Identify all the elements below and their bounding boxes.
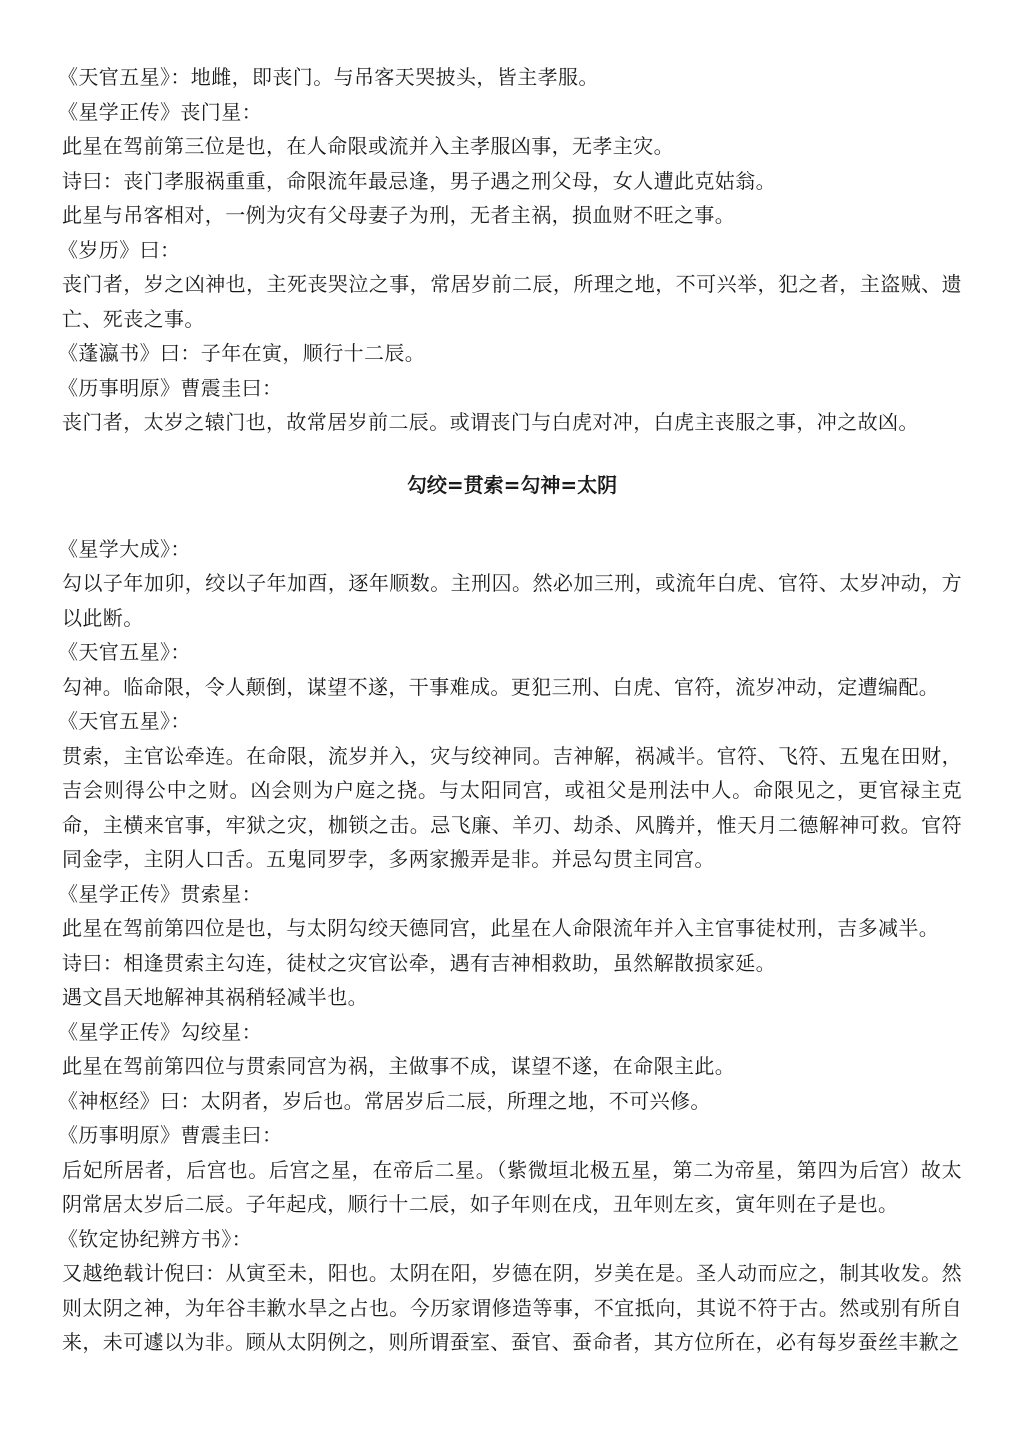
- paragraph: 《星学大成》：: [58, 536, 191, 561]
- paragraph: 丧门者，太岁之辕门也，故常居岁前二辰。或谓丧门与白虎对冲，白虎主丧服之事，冲之故凶。: [62, 410, 919, 434]
- paragraph: 《神枢经》曰：太阴者，岁后也。常居岁后二辰，所理之地，不可兴修。: [58, 1088, 711, 1113]
- paragraph: 丧门者，岁之凶神也，主死丧哭泣之事，常居岁前二辰，所理之地，不可兴举，犯之者，主盗贼、遗亡、死丧之事。: [62, 272, 962, 331]
- paragraph: 诗曰：相逢贯索主勾连，徒杖之灾官讼牵，遇有吉神相救助，虽然解散损家延。: [62, 950, 776, 975]
- paragraph: 遇文昌天地解神其祸稍轻减半也。: [62, 985, 368, 1009]
- section-goujiao: [58, 532, 962, 1360]
- paragraph: 又越绝载计倪曰：从寅至未，阳也。太阴在阳，岁德在阴，岁美在是。圣人动而应之，制其收发。然则太阴之神，为年谷丰歉水旱之占也。今历家谓修造等事，不宜抵向，其说不符于古。然或别有所自来，未可遽以为非。顾从太阴例之，则所谓蚕室、蚕官、蚕命者，其方位所在，必有每岁蚕丝丰歉之: [62, 1261, 962, 1354]
- paragraph: 《星学正传》勾绞星：: [58, 1019, 262, 1044]
- section-heading: 勾绞=贯索=勾神=太阴: [406, 472, 618, 497]
- paragraph: 贯索，主官讼牵连。在命限，流岁并入，灾与绞神同。吉神解，祸减半。官符、飞符、五鬼在田财，吉会则得公中之财。凶会则为户庭之挠。与太阳同宫，或祖父是刑法中人。命限见之，更官禄主克命，主横来官事，牢狱之灾，枷锁之击。忌飞廉、羊刃、劫杀、风腾并，惟天月二德解神可救。官符同金孛，主阴人口舌。五鬼同罗孛，多两家搬弄是非。并忌勾贯主同宫。: [62, 743, 962, 871]
- paragraph: 《星学正传》丧门星：: [58, 99, 262, 124]
- document-page: [58, 60, 962, 1360]
- paragraph: 此星在驾前第四位与贯索同宫为祸，主做事不成，谋望不遂，在命限主此。: [62, 1054, 736, 1078]
- paragraph: 勾神。临命限，令人颠倒，谋望不遂，干事难成。更犯三刑、白虎、官符，流岁冲动，定遭编配。: [62, 674, 940, 699]
- paragraph: 《天官五星》：地雌，即丧门。与吊客天哭披头，皆主孝服。: [58, 65, 599, 89]
- paragraph: 诗曰：丧门孝服祸重重，命限流年最忌逢，男子遇之刑父母，女人遭此克姑翁。: [62, 168, 776, 193]
- paragraph: 此星与吊客相对，一例为灾有父母妻子为刑，无者主祸，损血财不旺之事。: [62, 203, 736, 227]
- paragraph: 勾以子年加卯，绞以子年加酉，逐年顺数。主刑囚。然必加三刑，或流年白虎、官符、太岁冲动，方以此断。: [62, 571, 962, 630]
- paragraph: 此星在驾前第四位是也，与太阴勾绞天德同宫，此星在人命限流年并入主官事徒杖刑，吉多减半。: [62, 916, 940, 940]
- paragraph: 后妃所居者，后宫也。后宫之星，在帝后二星。（紫微垣北极五星，第二为帝星，第四为后宫）故太阴常居太岁后二辰。子年起戌，顺行十二辰，如子年则在戌，丑年则左亥，寅年则在子是也。: [62, 1157, 962, 1216]
- paragraph: 《星学正传》贯索星：: [58, 881, 262, 906]
- section-sangmen: [58, 60, 962, 440]
- paragraph: 《历事明原》曹震圭曰：: [58, 375, 283, 400]
- paragraph: 《蓬瀛书》曰：子年在寅，顺行十二辰。: [58, 341, 426, 365]
- paragraph: 《岁历》曰：: [58, 237, 181, 262]
- paragraph: 此星在驾前第三位是也，在人命限或流并入主孝服凶事，无孝主灾。: [62, 134, 674, 158]
- paragraph: 《天官五星》：: [58, 640, 191, 664]
- paragraph: 《天官五星》：: [58, 709, 191, 733]
- paragraph: 《历事明原》曹震圭曰：: [58, 1123, 283, 1147]
- paragraph: 《钦定协纪辨方书》：: [58, 1226, 252, 1251]
